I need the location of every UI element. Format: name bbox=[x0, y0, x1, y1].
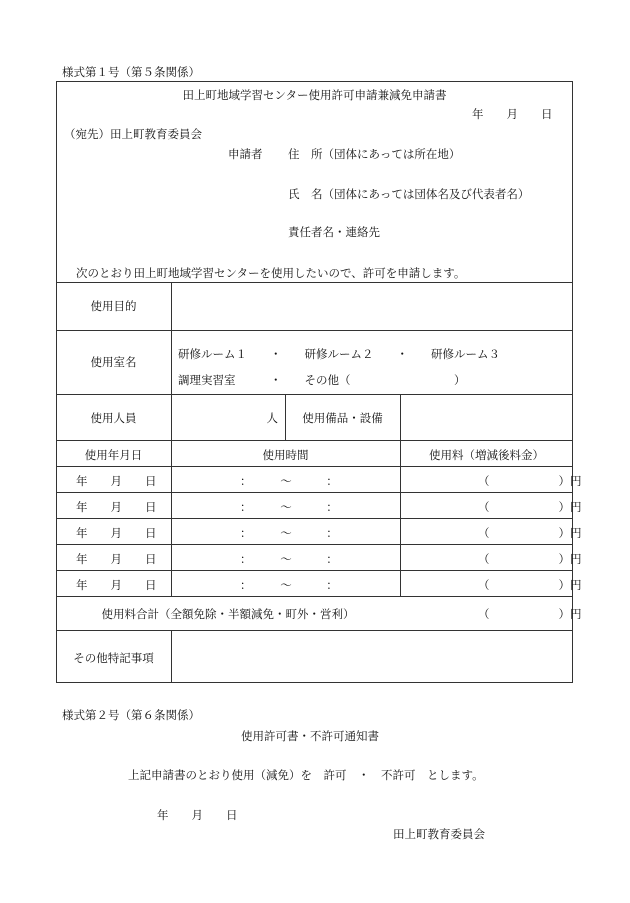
room-options-line1[interactable]: 研修ルーム１ ・ 研修ルーム２ ・ 研修ルーム３ bbox=[178, 347, 500, 361]
table-column-rule bbox=[171, 282, 172, 596]
table-rule bbox=[56, 440, 573, 441]
form2-number: 様式第２号（第６条関係） bbox=[62, 708, 200, 722]
form2-issuer: 田上町教育委員会 bbox=[393, 827, 485, 841]
table-rule bbox=[56, 630, 573, 631]
row-fee[interactable]: （ ）円 bbox=[478, 526, 582, 540]
table-rule bbox=[56, 492, 573, 493]
col-header-date: 使用年月日 bbox=[84, 448, 143, 462]
row-fee[interactable]: （ ）円 bbox=[478, 578, 582, 592]
form2-statement: 上記申請書のとおり使用（減免）を 許可 ・ 不許可 とします。 bbox=[128, 768, 484, 782]
notes-field[interactable] bbox=[176, 634, 568, 679]
table-rule bbox=[56, 596, 573, 597]
row-fee[interactable]: （ ）円 bbox=[478, 500, 582, 514]
table-column-rule bbox=[400, 394, 401, 596]
row-date[interactable]: 年 月 日 bbox=[76, 526, 157, 540]
row-time[interactable]: ： ～ ： bbox=[240, 500, 338, 514]
table-column-rule bbox=[171, 630, 172, 683]
people-unit: 人 bbox=[266, 411, 278, 425]
total-label: 使用料合計（全額免除・半額減免・町外・営利） bbox=[101, 607, 355, 621]
contact-label: 責任者名・連絡先 bbox=[288, 225, 380, 239]
total-fee[interactable]: （ ）円 bbox=[478, 607, 582, 621]
form1-title: 田上町地域学習センター使用許可申請兼減免申請書 bbox=[182, 88, 447, 102]
applicant-label: 申請者 bbox=[228, 147, 263, 161]
form1-number: 様式第１号（第５条関係） bbox=[62, 65, 200, 79]
form2-date-line: 年 月 日 bbox=[157, 808, 238, 822]
equipment-label: 使用備品・設備 bbox=[302, 411, 383, 425]
col-header-fee: 使用料（増減後料金） bbox=[429, 448, 544, 462]
address-label: 住 所（団体にあっては所在地） bbox=[288, 147, 461, 161]
purpose-field[interactable] bbox=[176, 286, 568, 326]
row-fee[interactable]: （ ）円 bbox=[478, 474, 582, 488]
table-top-border bbox=[56, 282, 573, 283]
equipment-field[interactable] bbox=[404, 398, 568, 436]
name-label: 氏 名（団体にあっては団体名及び代表者名） bbox=[288, 187, 530, 201]
table-rule bbox=[56, 518, 573, 519]
row-date[interactable]: 年 月 日 bbox=[76, 552, 157, 566]
table-rule bbox=[56, 466, 573, 467]
table-rule bbox=[56, 544, 573, 545]
table-rule bbox=[56, 570, 573, 571]
row-fee[interactable]: （ ）円 bbox=[478, 552, 582, 566]
table-rule bbox=[56, 330, 573, 331]
form1-date-line: 年 月 日 bbox=[472, 107, 553, 121]
row-time[interactable]: ： ～ ： bbox=[240, 552, 338, 566]
form1-addressee: （宛先）田上町教育委員会 bbox=[64, 127, 202, 141]
col-header-time: 使用時間 bbox=[262, 448, 309, 462]
table-rule bbox=[56, 394, 573, 395]
row-date[interactable]: 年 月 日 bbox=[76, 578, 157, 592]
request-text: 次のとおり田上町地域学習センターを使用したいので、許可を申請します。 bbox=[76, 266, 466, 280]
people-label: 使用人員 bbox=[90, 411, 137, 425]
row-date[interactable]: 年 月 日 bbox=[76, 500, 157, 514]
row-time[interactable]: ： ～ ： bbox=[240, 474, 338, 488]
room-options-line2[interactable]: 調理実習室 ・ その他（ ） bbox=[178, 373, 466, 387]
purpose-label: 使用目的 bbox=[90, 299, 137, 313]
row-time[interactable]: ： ～ ： bbox=[240, 526, 338, 540]
row-time[interactable]: ： ～ ： bbox=[240, 578, 338, 592]
form2-title: 使用許可書・不許可通知書 bbox=[241, 729, 379, 743]
notes-label: その他特記事項 bbox=[73, 651, 154, 665]
room-label: 使用室名 bbox=[90, 355, 137, 369]
row-date[interactable]: 年 月 日 bbox=[76, 474, 157, 488]
